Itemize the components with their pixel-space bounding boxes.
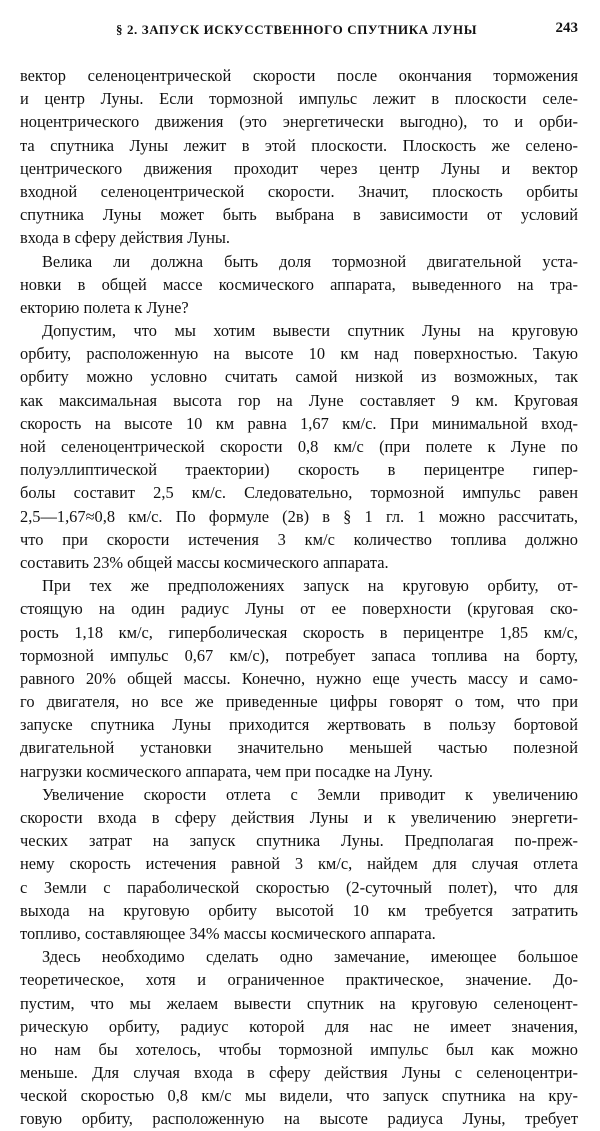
text-line: и центр Луны. Если тормозной импульс лежит в плоскости селе- xyxy=(20,89,578,109)
body-text xyxy=(20,64,578,1131)
text-line: но нам бы хотелось, чтобы тормозной импульс был как можно xyxy=(20,1039,578,1059)
text-line: центрического движения проходит через центр Луны и вектор xyxy=(20,158,578,178)
text-line: равного 20% общей массы. Конечно, нужно еще учесть массу и само- xyxy=(20,668,578,688)
text-line: вектор селеноцентрической скорости после окончания торможения xyxy=(20,66,578,85)
text-line: двигательной установки значительно меньшей частью полезной xyxy=(20,738,578,758)
text-line: орбиту, расположенную на высоте 10 км над поверхностью. Такую xyxy=(20,344,578,364)
text-line: пустим, что мы желаем вывести спутник на круговую селеноцент- xyxy=(20,993,578,1013)
text-line: нему скорость истечения равной 3 км/с, найдем для случая отлета xyxy=(20,854,578,874)
text-line: запуске спутника Луны приходится жертвовать в пользу бортовой xyxy=(20,715,578,735)
text-line: теоретическое, хотя и ограниченное практическое, значение. До- xyxy=(20,970,578,990)
text-line: ческих затрат на запуск спутника Луны. Предполагая по-преж- xyxy=(20,831,578,851)
running-title: § 2. ЗАПУСК ИСКУССТВЕННОГО СПУТНИКА ЛУНЫ xyxy=(116,22,478,37)
text-line: орбиту можно условно считать самой низкой из возможных, так xyxy=(20,367,578,387)
text-line: Велика ли должна быть доля тормозной двигательной уста- xyxy=(42,251,578,271)
text-line: нагрузки космического аппарата, чем при посадке на Луну. xyxy=(20,761,433,781)
paragraph xyxy=(20,574,578,783)
text-line: выхода на круговую орбиту высотой 10 км требуется затратить xyxy=(20,900,578,920)
text-line: меньше. Для случая входа в сферу действия Луны с селеноцентри- xyxy=(20,1063,578,1083)
paragraph xyxy=(20,945,578,1131)
text-line: го двигателя, но все же приведенные цифры говорят о том, что при xyxy=(20,692,578,712)
text-line: 2,5—1,67≈0,8 км/с. По формуле (2в) в § 1 гл. 1 можно рассчитать, xyxy=(20,506,578,526)
text-line: Допустим, что мы хотим вывести спутник Луны на круговую xyxy=(42,321,578,341)
text-line: стоящую на один радиус Луны от ее поверхности (круговая ско- xyxy=(20,599,578,619)
text-line: Увеличение скорости отлета с Земли приводит к увеличению xyxy=(42,784,578,804)
text-line: ной селеноцентрической скорости 0,8 км/с (при полете к Луне по xyxy=(20,437,578,456)
text-line: что при скорости истечения 3 км/с количество топлива должно xyxy=(20,529,578,549)
paragraph xyxy=(20,64,578,250)
text-line: новки в общей массе космического аппарата, выведенного на тра- xyxy=(20,274,578,294)
text-line: тормозной импульс 0,67 км/с), потребует запаса топлива на борту, xyxy=(20,645,578,665)
text-line: та спутника Луны лежит в этой плоскости. Плоскость же селено- xyxy=(20,135,578,155)
paragraph xyxy=(20,250,578,320)
paragraph xyxy=(20,783,578,945)
text-line: рость 1,18 км/с, гиперболическая скорость в перицентре 1,85 км/с, xyxy=(20,622,578,642)
text-line: как максимальная высота гор на Луне составляет 9 км. Круговая xyxy=(20,390,578,410)
text-line: входной селеноцентрической скорости. Значит, плоскость орбиты xyxy=(20,181,578,201)
text-line: ческой скоростью 0,8 км/с мы видели, что запуск спутника на кру- xyxy=(20,1086,578,1106)
text-line: топливо, составляющее 34% массы космического аппарата. xyxy=(20,923,436,943)
text-line: с Земли с параболической скоростью (2-суточный полет), что для xyxy=(20,877,578,897)
text-line: рическую орбиту, радиус которой для нас не имеет значения, xyxy=(20,1016,578,1036)
text-line: составить 23% общей массы космического аппарата. xyxy=(20,552,389,572)
text-line: спутника Луны может быть выбрана в зависимости от условий xyxy=(20,205,578,225)
text-line: болы составит 2,5 км/с. Следовательно, тормозной импульс равен xyxy=(20,483,578,503)
text-line: скорости входа в сферу действия Луны и к увеличению энергети- xyxy=(20,808,578,827)
text-line: входа в сферу действия Луны. xyxy=(20,228,230,248)
book-page xyxy=(20,14,578,1129)
text-line: полуэллиптической траектории) скорость в перицентре гипер- xyxy=(20,460,578,480)
paragraph xyxy=(20,319,578,574)
page-number: 243 xyxy=(555,20,578,36)
page-header xyxy=(20,14,578,44)
text-line: скорость на высоте 10 км равна 1,67 км/с. При минимальной вход- xyxy=(20,413,578,433)
text-line: екторию полета к Луне? xyxy=(20,297,189,317)
text-line: говую орбиту, расположенную на высоте радиуса Луны, требует xyxy=(20,1109,578,1129)
text-line: Здесь необходимо сделать одно замечание, имеющее большое xyxy=(42,947,578,967)
text-line: При тех же предположениях запуск на круговую орбиту, от- xyxy=(42,576,578,596)
text-line: ноцентрического движения (это энергетически выгодно), то и орби- xyxy=(20,112,578,132)
